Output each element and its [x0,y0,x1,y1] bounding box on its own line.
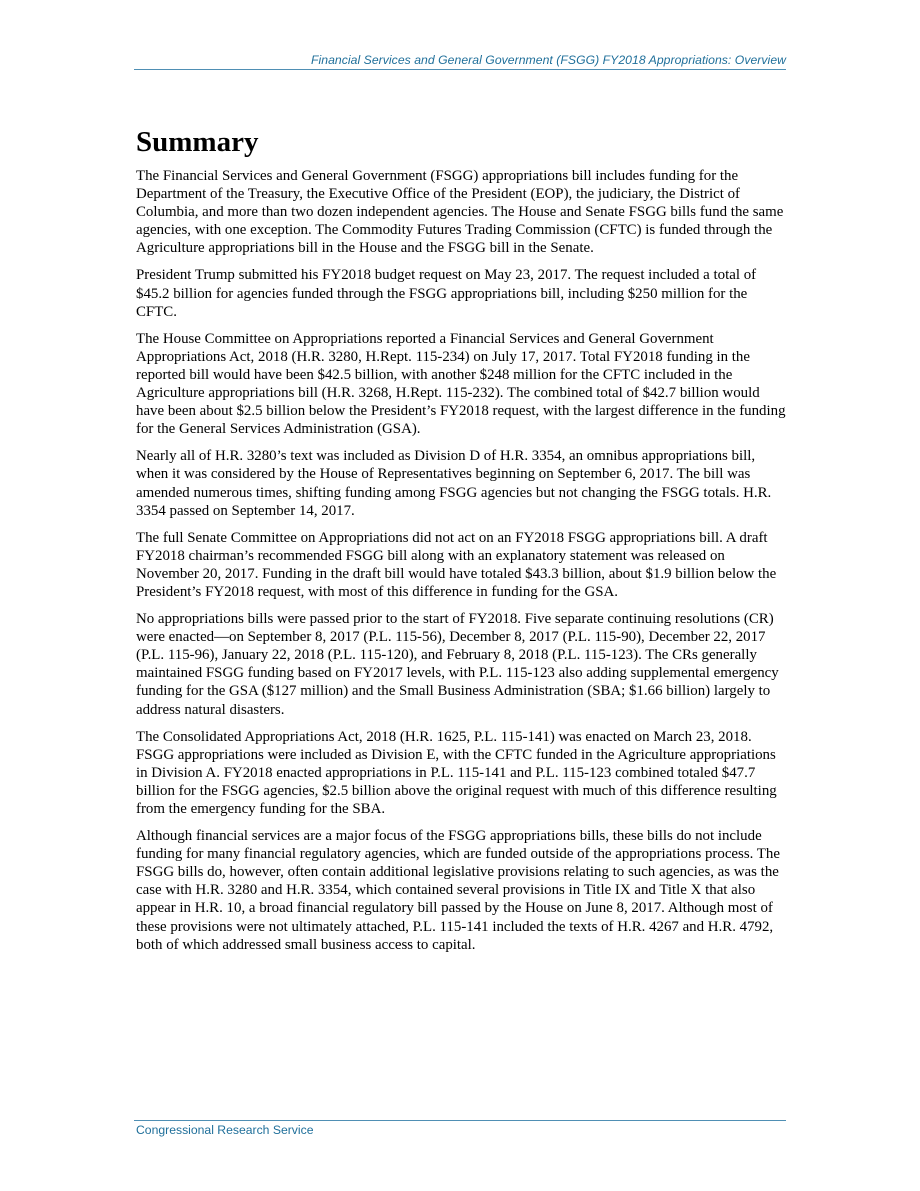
paragraph-5: The full Senate Committee on Appropriations did not act on an FY2018 FSGG appropriations bill. A draft FY2018 chairman’s recommended FSGG bill along with an explanatory statement was released on November 20, 2017. Funding in the draft bill would have totaled $43.3 billion, about $1.9 billion below the President’s FY2018 request, with most of this difference in funding for the GSA. [136,529,777,600]
paragraph-1: The Financial Services and General Government (FSGG) appropriations bill includes funding for the Department of the Treasury, the Executive Office of the President (EOP), the judiciary, the District of Columbia, and more than two dozen independent agencies. The House and Senate FSGG bills fund the same agencies, with one exception. The Commodity Futures Trading Commission (CFTC) is funded through the Agriculture appropriations bill in the House and the FSGG bill in the Senate. [136,168,784,257]
running-header-title: Financial Services and General Government (FSGG) FY2018 Appropriations: Overview [311,53,786,67]
section-heading: Summary [136,126,259,158]
header-divider [134,69,786,70]
paragraph-7: The Consolidated Appropriations Act, 2018 (H.R. 1625, P.L. 115-141) was enacted on March 23, 2018. FSGG appropriations were included as Division E, with the CFTC funded in the Agriculture appropriations in Division A. FY2018 enacted appropriations in P.L. 115-141 and P.L. 115-123 combined totaled $47.7 billion for the FSGG agencies, $2.5 billion above the original request with much of this difference resulting from the emergency funding for the SBA. [136,728,777,817]
footer-divider [134,1120,786,1121]
paragraph-6: No appropriations bills were passed prior to the start of FY2018. Five separate continuing resolutions (CR) were enacted—on September 8, 2017 (P.L. 115-56), December 8, 2017 (P.L. 115-90), December 22, 2017 (P.L. 115-96), January 22, 2018 (P.L. 115-120), and February 8, 2018 (P.L. 115-123). The CRs generally maintained FSGG funding based on FY2017 levels, with P.L. 115-123 also adding supplemental emergency funding for the GSA ($127 million) and the Small Business Administration (SBA; $1.66 billion) largely to address natural disasters. [136,611,779,718]
paragraph-4: Nearly all of H.R. 3280’s text was included as Division D of H.R. 3354, an omnibus appropriations bill, when it was considered by the House of Representatives beginning on September 6, 2017. The bill was amended numerous times, shifting funding among FSGG agencies but not changing the FSGG totals. H.R. 3354 passed on September 14, 2017. [136,448,772,519]
paragraph-8: Although financial services are a major focus of the FSGG appropriations bills, these bills do not include funding for many financial regulatory agencies, which are funded outside of the appropriations process. The FSGG bills do, however, often contain additional legislative provisions relating to such agencies, as was the case with H.R. 3280 and H.R. 3354, which contained several provisions in Title IX and Title X that also appear in H.R. 10, a broad financial regulatory bill passed by the House on June 8, 2017. Although most of these provisions were not ultimately attached, P.L. 115-141 included the texts of H.R. 4267 and H.R. 4792, both of which addressed small business access to capital. [136,828,780,953]
summary-section [136,124,788,963]
paragraph-2: President Trump submitted his FY2018 budget request on May 23, 2017. The request included a total of $45.2 billion for agencies funded through the FSGG appropriations bill, including $250 million for the CFTC. [136,267,757,320]
paragraph-3: The House Committee on Appropriations reported a Financial Services and General Government Appropriations Act, 2018 (H.R. 3280, H.Rept. 115-234) on July 17, 2017. Total FY2018 funding in the reported bill would have been $42.5 billion, with another $248 million for the CFTC included in the Agriculture appropriations bill (H.R. 3268, H.Rept. 115-232). The combined total of $42.7 billion would have been about $2.5 billion below the President’s FY2018 request, with the largest difference in the funding for the General Services Administration (GSA). [136,330,786,438]
footer-organization: Congressional Research Service [136,1123,314,1137]
